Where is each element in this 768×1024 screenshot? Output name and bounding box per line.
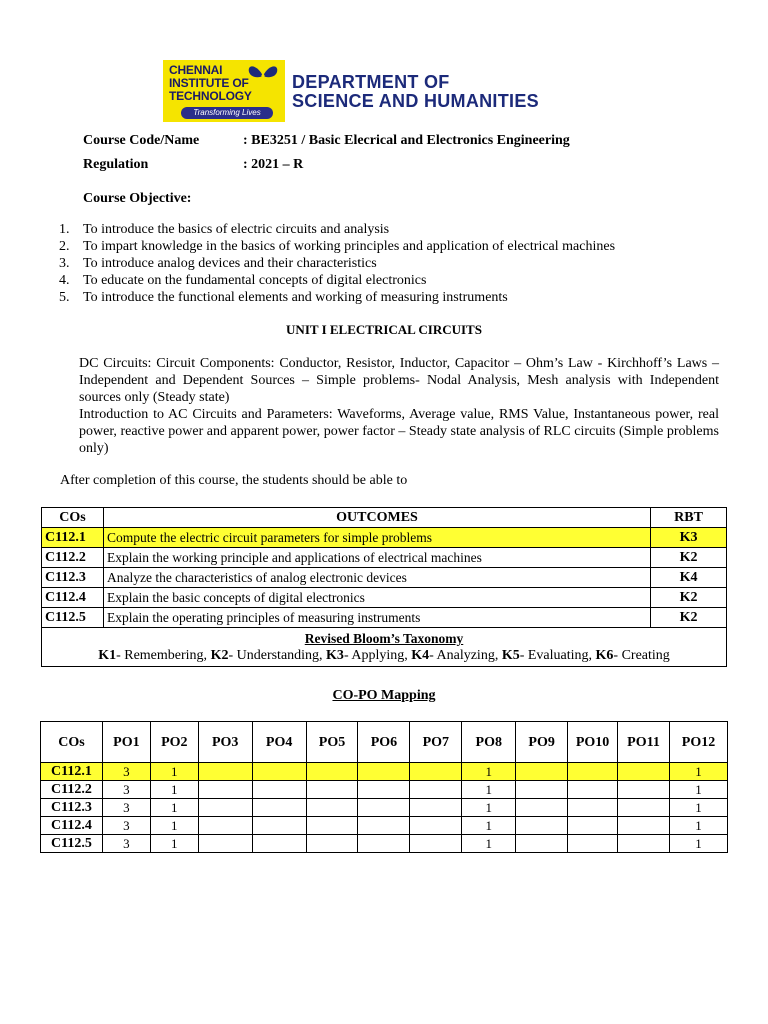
logo-line-3: TECHNOLOGY bbox=[169, 89, 252, 103]
taxonomy-label: - Applying, bbox=[343, 648, 412, 663]
logo-line-1: CHENNAI bbox=[169, 63, 223, 77]
po-cell: 3 bbox=[102, 817, 150, 835]
logo-line-2: INSTITUTE OF bbox=[169, 76, 249, 90]
co-cell: C112.4 bbox=[41, 817, 103, 835]
taxonomy-level: K3 bbox=[326, 648, 344, 663]
regulation-value: : 2021 – R bbox=[243, 157, 304, 172]
header-cell: PO11 bbox=[618, 722, 670, 763]
taxonomy-label: - Remembering, bbox=[116, 648, 211, 663]
po-cell bbox=[516, 817, 568, 835]
header-cos: COs bbox=[42, 508, 104, 528]
table-row bbox=[42, 568, 727, 588]
po-cell: 1 bbox=[150, 763, 198, 781]
po-cell bbox=[306, 835, 358, 853]
po-cell bbox=[410, 781, 462, 799]
po-cell bbox=[516, 835, 568, 853]
butterfly-icon bbox=[243, 62, 283, 86]
co-cell: C112.1 bbox=[41, 763, 103, 781]
po-cell bbox=[252, 817, 306, 835]
po-cell: 1 bbox=[462, 835, 516, 853]
po-cell: 3 bbox=[102, 835, 150, 853]
table-row bbox=[41, 817, 728, 835]
list-number: 3. bbox=[59, 256, 70, 271]
po-cell bbox=[358, 835, 410, 853]
table-header-row bbox=[41, 722, 728, 763]
list-text: To introduce the functional elements and working of measuring instruments bbox=[83, 290, 508, 305]
taxonomy-level: K1 bbox=[98, 648, 117, 663]
co-cell: C112.2 bbox=[42, 548, 104, 568]
po-cell bbox=[358, 781, 410, 799]
rbt-cell: K2 bbox=[651, 548, 727, 568]
co-cell: C112.3 bbox=[42, 568, 104, 588]
unit-paragraph-1: DC Circuits: Circuit Components: Conductor, Resistor, Inductor, Capacitor – Ohm’s Law - Kirchhoff’s Laws –Independent and Dependent Sources – Simple problems- Nodal Analysis, Mesh analysis with Independent sources only (Steady state) bbox=[79, 356, 719, 405]
course-code-value: : BE3251 / Basic Elecrical and Electronics Engineering bbox=[243, 133, 570, 148]
table-row bbox=[41, 763, 728, 781]
objective-heading: Course Objective: bbox=[83, 191, 192, 206]
po-cell: 1 bbox=[669, 799, 727, 817]
list-item bbox=[59, 256, 615, 273]
po-cell: 3 bbox=[102, 781, 150, 799]
list-text: To educate on the fundamental concepts of digital electronics bbox=[83, 273, 427, 288]
header-cell: PO3 bbox=[198, 722, 252, 763]
list-number: 5. bbox=[59, 290, 70, 305]
outcome-cell: Explain the basic concepts of digital electronics bbox=[103, 588, 650, 608]
po-cell bbox=[198, 799, 252, 817]
header-cell: PO2 bbox=[150, 722, 198, 763]
list-text: To introduce analog devices and their characteristics bbox=[83, 256, 377, 271]
po-cell bbox=[516, 763, 568, 781]
regulation-label: Regulation bbox=[83, 157, 149, 172]
po-cell: 1 bbox=[150, 835, 198, 853]
po-cell bbox=[198, 763, 252, 781]
taxonomy-title: Revised Bloom’s Taxonomy bbox=[304, 631, 464, 646]
header-cell: COs bbox=[41, 722, 103, 763]
rbt-cell: K4 bbox=[651, 568, 727, 588]
mapping-title: CO-PO Mapping bbox=[332, 688, 436, 703]
header-cell: PO9 bbox=[516, 722, 568, 763]
co-po-mapping-table bbox=[40, 721, 728, 853]
po-cell: 1 bbox=[462, 763, 516, 781]
po-cell bbox=[306, 781, 358, 799]
po-cell bbox=[306, 763, 358, 781]
outcome-cell: Explain the operating principles of measuring instruments bbox=[103, 608, 650, 628]
po-cell bbox=[410, 817, 462, 835]
po-cell bbox=[516, 799, 568, 817]
co-cell: C112.3 bbox=[41, 799, 103, 817]
department-line-2: SCIENCE AND HUMANITIES bbox=[292, 91, 539, 111]
outcomes-table bbox=[41, 507, 727, 667]
header-cell: PO1 bbox=[102, 722, 150, 763]
table-row bbox=[42, 608, 727, 628]
table-row bbox=[41, 799, 728, 817]
outcome-cell: Compute the electric circuit parameters for simple problems bbox=[103, 528, 650, 548]
taxonomy-legend bbox=[45, 647, 723, 664]
list-number: 1. bbox=[59, 222, 70, 237]
header-outcomes: OUTCOMES bbox=[103, 508, 650, 528]
rbt-cell: K2 bbox=[651, 608, 727, 628]
table-row bbox=[41, 835, 728, 853]
taxonomy-label: - Understanding, bbox=[228, 648, 327, 663]
table-row bbox=[42, 528, 727, 548]
taxonomy-level: K5 bbox=[501, 648, 520, 663]
list-item bbox=[59, 222, 615, 239]
table-header-row bbox=[42, 508, 727, 528]
list-number: 4. bbox=[59, 273, 70, 288]
logo-tagline: Transforming Lives bbox=[181, 107, 273, 119]
table-row bbox=[42, 588, 727, 608]
po-cell bbox=[618, 799, 670, 817]
po-cell bbox=[306, 799, 358, 817]
po-cell bbox=[252, 835, 306, 853]
table-row bbox=[41, 781, 728, 799]
taxonomy-label: - Analyzing, bbox=[429, 648, 502, 663]
po-cell bbox=[568, 799, 618, 817]
objectives-list bbox=[59, 222, 615, 307]
course-code-label: Course Code/Name bbox=[83, 133, 200, 148]
po-cell bbox=[618, 763, 670, 781]
header-cell: PO6 bbox=[358, 722, 410, 763]
outcome-cell: Analyze the characteristics of analog electronic devices bbox=[103, 568, 650, 588]
after-completion-text: After completion of this course, the students should be able to bbox=[60, 473, 408, 488]
po-cell bbox=[516, 781, 568, 799]
header-cell: PO8 bbox=[462, 722, 516, 763]
header-cell: PO4 bbox=[252, 722, 306, 763]
list-text: To impart knowledge in the basics of working principles and application of electrical machines bbox=[83, 239, 616, 254]
rbt-cell: K2 bbox=[651, 588, 727, 608]
po-cell: 1 bbox=[462, 781, 516, 799]
list-item bbox=[59, 239, 615, 256]
po-cell: 1 bbox=[462, 799, 516, 817]
department-title bbox=[292, 73, 539, 111]
po-cell: 1 bbox=[669, 835, 727, 853]
taxonomy-row bbox=[42, 628, 727, 667]
po-cell bbox=[358, 799, 410, 817]
po-cell: 3 bbox=[102, 799, 150, 817]
po-cell: 1 bbox=[669, 763, 727, 781]
taxonomy-cell bbox=[42, 628, 727, 667]
co-cell: C112.5 bbox=[42, 608, 104, 628]
po-cell: 1 bbox=[150, 817, 198, 835]
po-cell bbox=[568, 781, 618, 799]
po-cell bbox=[358, 817, 410, 835]
taxonomy-level: K2 bbox=[210, 648, 229, 663]
co-cell: C112.2 bbox=[41, 781, 103, 799]
institute-logo bbox=[163, 60, 285, 122]
po-cell: 1 bbox=[150, 781, 198, 799]
department-line-1: DEPARTMENT OF bbox=[292, 72, 450, 92]
po-cell: 3 bbox=[102, 763, 150, 781]
table-row bbox=[42, 548, 727, 568]
taxonomy-level: K4 bbox=[411, 648, 430, 663]
po-cell: 1 bbox=[669, 781, 727, 799]
po-cell bbox=[252, 781, 306, 799]
unit-title: UNIT I ELECTRICAL CIRCUITS bbox=[286, 322, 482, 337]
po-cell bbox=[410, 835, 462, 853]
taxonomy-label: - Evaluating, bbox=[519, 648, 596, 663]
po-cell bbox=[358, 763, 410, 781]
po-cell bbox=[410, 763, 462, 781]
list-number: 2. bbox=[59, 239, 70, 254]
po-cell bbox=[618, 835, 670, 853]
header-cell: PO7 bbox=[410, 722, 462, 763]
po-cell bbox=[568, 835, 618, 853]
rbt-cell: K3 bbox=[651, 528, 727, 548]
header-rbt: RBT bbox=[651, 508, 727, 528]
po-cell bbox=[198, 817, 252, 835]
po-cell bbox=[198, 835, 252, 853]
outcome-cell: Explain the working principle and applications of electrical machines bbox=[103, 548, 650, 568]
po-cell bbox=[252, 799, 306, 817]
header-cell: PO5 bbox=[306, 722, 358, 763]
header-cell: PO10 bbox=[568, 722, 618, 763]
po-cell bbox=[252, 763, 306, 781]
co-cell: C112.5 bbox=[41, 835, 103, 853]
po-cell: 1 bbox=[669, 817, 727, 835]
co-cell: C112.4 bbox=[42, 588, 104, 608]
po-cell bbox=[618, 781, 670, 799]
list-item bbox=[59, 290, 615, 307]
list-text: To introduce the basics of electric circuits and analysis bbox=[83, 222, 390, 237]
po-cell bbox=[568, 763, 618, 781]
taxonomy-level: K6 bbox=[595, 648, 614, 663]
po-cell: 1 bbox=[150, 799, 198, 817]
list-item bbox=[59, 273, 615, 290]
header-cell: PO12 bbox=[669, 722, 727, 763]
po-cell bbox=[618, 817, 670, 835]
po-cell bbox=[410, 799, 462, 817]
taxonomy-label: - Creating bbox=[613, 648, 670, 663]
po-cell bbox=[568, 817, 618, 835]
po-cell bbox=[198, 781, 252, 799]
co-cell: C112.1 bbox=[42, 528, 104, 548]
po-cell bbox=[306, 817, 358, 835]
po-cell: 1 bbox=[462, 817, 516, 835]
unit-paragraph-2: Introduction to AC Circuits and Parameters: Waveforms, Average value, RMS Value, Instantaneous power, real power, reactive power and apparent power, power factor – Steady state analysis of RLC circuits (Simple problems only) bbox=[79, 407, 719, 456]
